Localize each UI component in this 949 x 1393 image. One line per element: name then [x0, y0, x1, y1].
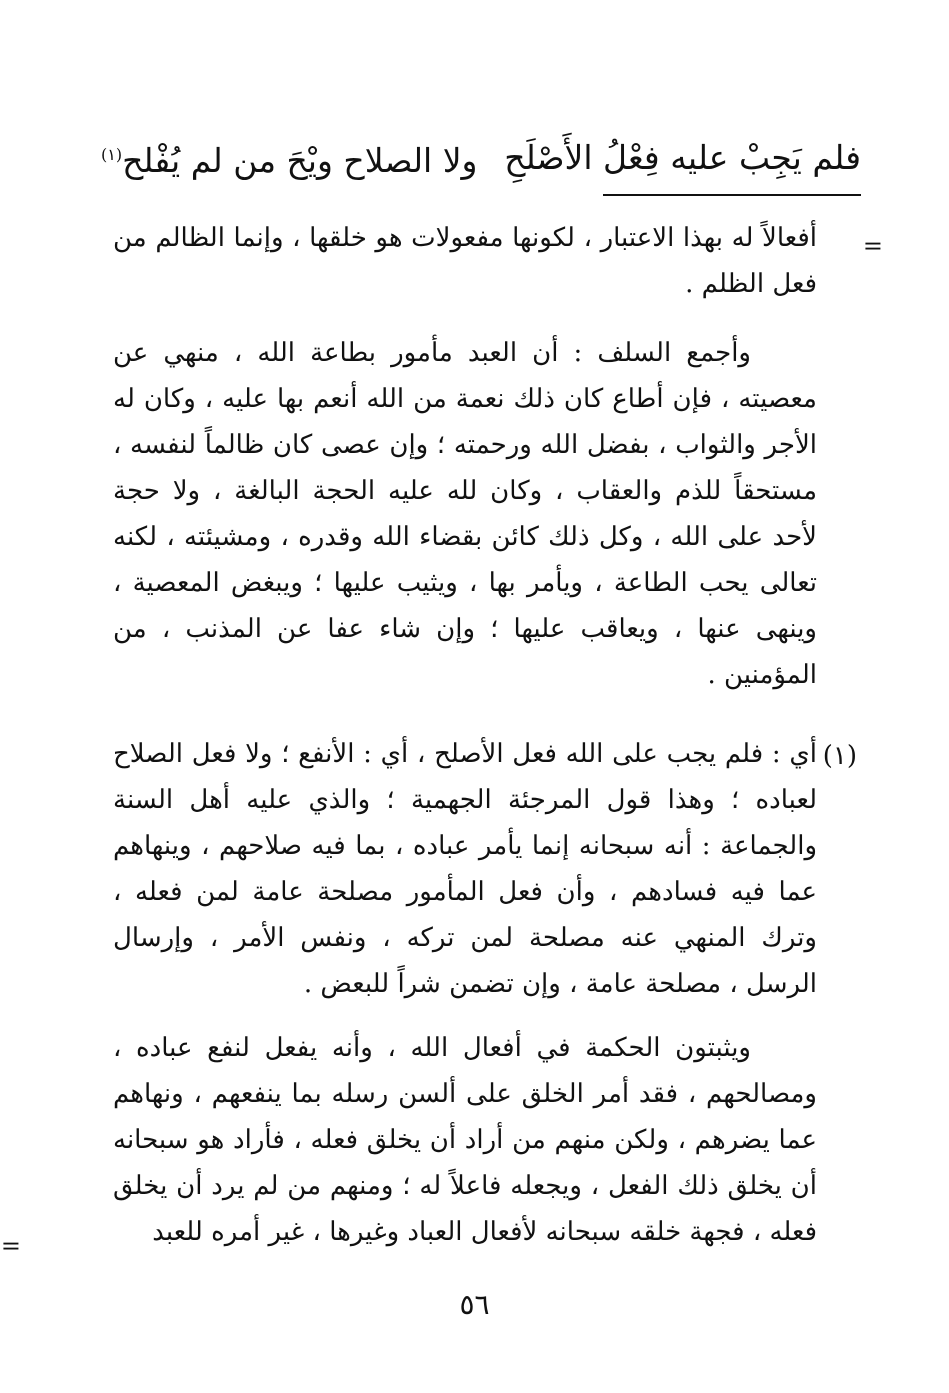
- footnote-reference: (١): [101, 145, 123, 164]
- verse-hemistich-left: ولا الصلاح ويْحَ من لم يُفْلح$^{(١)}$: [101, 141, 478, 180]
- verse-line: [101, 118, 861, 198]
- footnote-paragraph-1: أي : فلم يجب على الله فعل الأصلح ، أي : الأنفع ؛ ولا فعل الصلاح لعباده ؛ وهذا قول المرجئة الجهمية ؛ والذي عليه أهل السنة والجماعة : أنه سبحانه إنما يأمر عباده ، بما فيه صلاحهم ، وينهاهم عما فيه فسادهم ، وأن فعل المأمور مصلحة عامة لمن فعله ، وترك المنهي عنه مصلحة لمن تركه ، ونفس الأمر ، وإرسال الرسل ، مصلحة عامة ، وإن تضمن شراً للبعض .: [113, 739, 817, 999]
- page-number: ٥٦: [459, 1288, 490, 1321]
- footnote-number: (١): [822, 741, 857, 771]
- footnote-paragraph-2: ويثبتون الحكمة في أفعال الله ، وأنه يفعل لنفع عباده ، ومصالحهم ، فقد أمر الخلق على ألسن رسله بما ينفعهم ، ونهاهم عما يضرهم ، ولكن منهم من أراد أن يخلق فعله ، فأراد هو سبحانه أن يخلق ذلك الفعل ، ويجعله فاعلاً له ؛ ومنهم من لم يرد أن يخلق فعله ، فجهة خلقه سبحانه لأفعال العباد وغيرها ، غير أمره للعبد: [113, 1033, 817, 1247]
- verse-underline: [603, 194, 861, 196]
- body-paragraph-1: أفعالاً له بهذا الاعتبار ، لكونها مفعولات هو خلقها ، وإنما الظالم من فعل الظلم .: [113, 223, 817, 299]
- body-paragraph-2: وأجمع السلف : أن العبد مأمور بطاعة الله ، منهي عن معصيته ، فإن أطاع كان ذلك نعمة من الله أنعم بها عليه ، وكان له الأجر والثواب ، بفضل الله ورحمته ؛ وإن عصى كان ظالماً لنفسه ، مستحقاً للذم والعقاب ، وكان لله عليه الحجة البالغة ، ولا حجة لأحد على الله ، وكل ذلك كائن بقضاء الله وقدره ، ومشيئته ، لكنه تعالى يحب الطاعة ، ويأمر بها ، ويثيب عليها ؛ ويبغض المعصية ، وينهى عنها ، ويعاقب عليها ؛ وإن شاء عفا عن المذنب ، من المؤمنين .: [113, 338, 817, 690]
- continuation-marker-end: =: [0, 1232, 21, 1260]
- verse-hemistich-right: فلم يَجِبْ عليه فِعْلُ الأَصْلَحِ: [504, 138, 861, 177]
- continuation-marker-start: =: [862, 232, 883, 260]
